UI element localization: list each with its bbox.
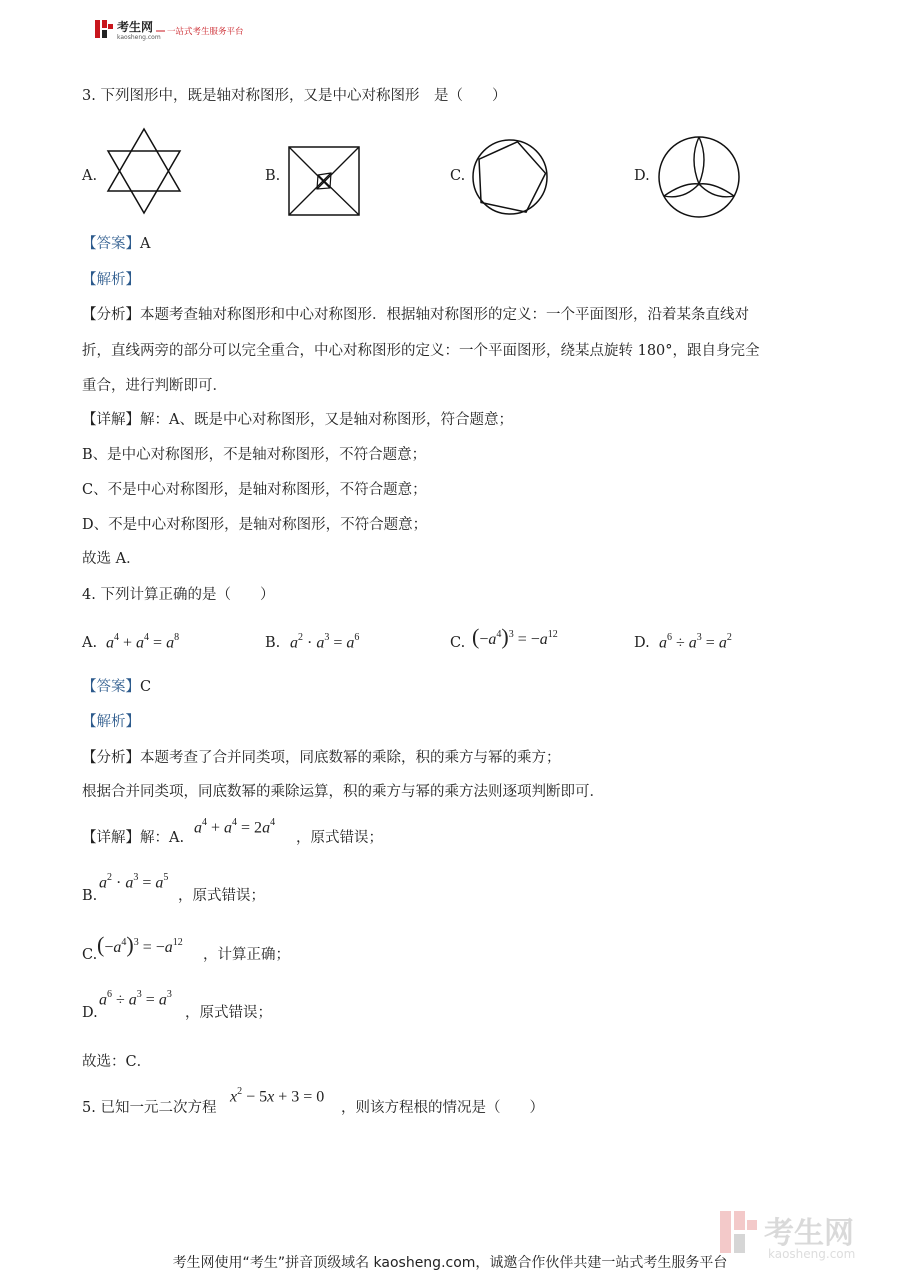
q4-xiangjie-a-formula: $a^4 + a^4 = 2a^4$	[194, 817, 276, 837]
q5-stem-prefix: 5. 已知一元二次方程	[82, 1100, 217, 1116]
analysis-tag: 【解析】	[82, 714, 140, 730]
label-a: A.	[169, 830, 185, 846]
q3-option-c-label: C.	[450, 168, 466, 184]
answer-tag: 【答案】	[82, 236, 140, 252]
xiangjie-tag: 【详解】	[82, 412, 140, 428]
q4-xiangjie-d-formula: $a^6 \div a^3 = a^3$	[99, 989, 172, 1009]
q5-equation: $x^2 - 5x + 3 = 0$	[230, 1086, 325, 1106]
answer-tag: 【答案】	[82, 679, 140, 695]
site-logo	[93, 17, 263, 43]
q4-option-c-formula: $(-a^4)^3 = -a^{12}$	[472, 624, 558, 649]
xiangjie-prefix: 解：	[140, 830, 169, 846]
answer-value: A	[140, 236, 151, 252]
q3-line-b: B、是中心对称图形，不是轴对称图形，不符合题意；	[82, 447, 427, 463]
q3-line-d: D、不是中心对称图形，是轴对称图形，不符合题意；	[82, 517, 428, 533]
q3-fenxi-line1	[82, 305, 749, 325]
xiangjie-tag: 【详解】	[82, 830, 140, 846]
q4-xiangjie-d-label: D.	[82, 1005, 98, 1021]
q3-option-a-label: A.	[82, 168, 98, 184]
circle-three-petal-figure	[656, 134, 742, 220]
q4-xiangjie-b-comment: ，原式错误；	[178, 888, 265, 904]
q3-xiangjie-line1	[82, 410, 513, 430]
q4-option-d-formula: $a^6 \div a^3 = a^2$	[659, 632, 732, 652]
fenxi-tag: 【分析】	[82, 307, 140, 323]
q3-stem: 3. 下列图形中，既是轴对称图形，又是中心对称图形 是（ ）	[82, 88, 507, 104]
square-pinwheel-figure	[287, 145, 361, 217]
q4-option-b-formula: $a^2 \cdot a^3 = a^6$	[290, 632, 360, 652]
q4-option-d-label: D.	[634, 635, 650, 651]
q4-xiangjie-c-comment: ，计算正确；	[203, 947, 290, 963]
q4-conclusion: 故选：C．	[82, 1054, 152, 1070]
xiangjie-text: 解：A、既是中心对称图形，又是轴对称图形，符合题意；	[140, 412, 513, 428]
svg-text:kaosheng.com: kaosheng.com	[768, 1247, 856, 1261]
svg-text:考生网: 考生网	[764, 1216, 854, 1251]
q4-answer	[82, 677, 151, 697]
q4-option-b-label: B.	[265, 635, 281, 651]
q4-option-c-label: C.	[450, 635, 466, 651]
q4-xiangjie-a	[82, 828, 184, 848]
q3-fenxi-line3: 重合，进行判断即可．	[82, 378, 227, 394]
q3-conclusion: 故选 A．	[82, 551, 141, 567]
q4-option-a-label: A.	[82, 635, 98, 651]
q4-xiangjie-c-formula: $(-a^4)^3 = -a^{12}$	[97, 932, 183, 957]
q4-xiangjie-a-comment: ，原式错误；	[296, 830, 383, 846]
q3-answer	[82, 234, 150, 254]
fenxi-text: 本题考查了合并同类项，同底数幂的乘除，积的乘方与幂的乘方；	[140, 750, 561, 766]
q4-xiangjie-b-formula: $a^2 \cdot a^3 = a^5$	[99, 872, 169, 892]
q3-option-b-label: B.	[265, 168, 281, 184]
answer-value: C	[140, 679, 152, 695]
svg-text:kaosheng.com: kaosheng.com	[117, 34, 161, 41]
q4-xiangjie-b-label: B.	[82, 888, 98, 904]
q4-fenxi-line2: 根据合并同类项，同底数幂的乘除运算，积的乘方与幂的乘方法则逐项判断即可．	[82, 784, 604, 800]
svg-text:考生网: 考生网	[117, 20, 154, 34]
analysis-tag: 【解析】	[82, 272, 140, 288]
hexagram-figure	[104, 125, 184, 217]
fenxi-tag: 【分析】	[82, 750, 140, 766]
page-footer: 考生网使用“考生”拼音顶级域名 kaosheng.com，诚邀合作伙伴共建一站式考生服务平台	[172, 1255, 728, 1271]
q3-option-d-label: D.	[634, 168, 650, 184]
q5-stem-suffix: ，则该方程根的情况是（ ）	[341, 1100, 544, 1116]
q3-line-c: C、不是中心对称图形，是轴对称图形，不符合题意；	[82, 482, 427, 498]
logo-icon	[93, 17, 263, 43]
q4-option-a-formula: $a^4 + a^4 = a^8$	[106, 632, 180, 652]
q4-xiangjie-c-label: C.	[82, 947, 98, 963]
q4-xiangjie-d-comment: ，原式错误；	[185, 1005, 272, 1021]
fenxi-text: 本题考查轴对称图形和中心对称图形．根据轴对称图形的定义：一个平面图形，沿着某条直线对	[140, 307, 749, 323]
q4-stem: 4. 下列计算正确的是（ ）	[82, 587, 275, 603]
q4-fenxi-line1	[82, 748, 561, 768]
svg-text:一站式考生服务平台: 一站式考生服务平台	[167, 27, 244, 37]
q3-fenxi-line2: 折，直线两旁的部分可以完全重合，中心对称图形的定义：一个平面图形，绕某点旋转 180°，跟自身完全	[82, 343, 760, 359]
circle-pentagon-figure	[470, 137, 550, 217]
